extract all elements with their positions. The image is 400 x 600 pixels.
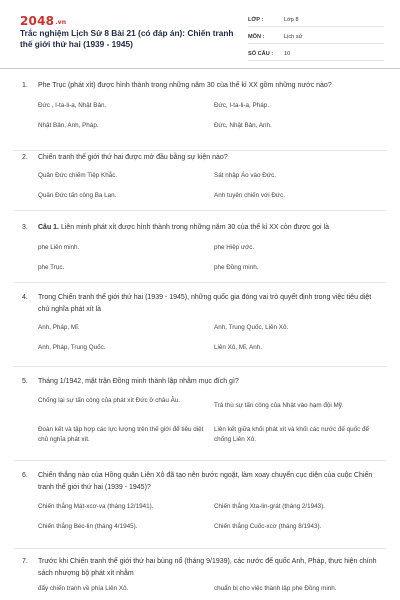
- quiz-meta: [248, 14, 384, 61]
- answer-option[interactable]: chuẩn bị cho việc thành lập phe Đồng minh.: [214, 585, 337, 592]
- answer-options: [38, 494, 380, 534]
- grade-label: LỚP :: [248, 17, 264, 23]
- question-number: 4.: [22, 294, 28, 301]
- answer-option[interactable]: Anh, Pháp, Trung Quốc.: [38, 344, 106, 351]
- site-logo[interactable]: [20, 14, 66, 28]
- logo-suffix: .vn: [55, 19, 67, 26]
- question-header: [22, 556, 380, 580]
- question-divider: [14, 366, 386, 367]
- answer-option[interactable]: Quân Đức tấn công Ba Lan.: [38, 192, 117, 199]
- meta-subject-row: [248, 31, 384, 44]
- question-body: Liên minh phát xít được hình thành trong những năm 30 của thế kỉ XX còn được gọi là: [59, 224, 329, 231]
- question-body: Tháng 1/1942, mặt trận Đồng minh thành lập nhằm mục đích gì?: [38, 378, 239, 385]
- question-text: [38, 376, 380, 388]
- question-number: 1.: [22, 82, 28, 89]
- answer-option[interactable]: Chống lại sự tấn công của phát xít Đức ở châu Âu.: [38, 397, 181, 404]
- answer-option[interactable]: phe Đồng minh.: [214, 264, 259, 271]
- answer-option[interactable]: Quân Đức chiếm Tiệp Khắc.: [38, 172, 118, 179]
- question-header: [22, 222, 380, 234]
- worksheet-header: [0, 0, 400, 69]
- question-tag: Câu 1.: [38, 224, 60, 231]
- question-number: 5.: [22, 378, 28, 385]
- question-header: [22, 80, 380, 92]
- question-number: 6.: [22, 472, 28, 479]
- question-item: [22, 222, 380, 272]
- question-header: [22, 470, 380, 494]
- answer-option[interactable]: đẩy chiến tranh về phía Liên Xô.: [38, 585, 129, 592]
- question-item: [22, 376, 380, 448]
- question-number: 3.: [22, 224, 28, 231]
- answer-option[interactable]: Liên kết giữa khối phát xít và khối các nước đế quốc để chống Liên Xô.: [214, 426, 370, 443]
- question-text: [38, 222, 380, 234]
- answer-option[interactable]: Đoàn kết và tập hợp các lực lượng trên thế giới để tiêu diệt chủ nghĩa phát xít.: [38, 426, 204, 443]
- answer-option[interactable]: Đức, Nhật Bản, Anh.: [214, 122, 272, 129]
- grade-value: Lớp 8: [284, 17, 299, 23]
- question-item: [22, 470, 380, 534]
- answer-option[interactable]: Anh, Trung Quốc, Liên Xô.: [214, 324, 289, 331]
- question-text: [38, 556, 380, 580]
- question-count-value: 10: [284, 51, 291, 57]
- answer-option[interactable]: Sát nhập Áo vào Đức.: [214, 172, 276, 179]
- question-header: [22, 376, 380, 388]
- subject-label: MÔN :: [248, 34, 265, 40]
- answer-options: [38, 388, 380, 448]
- question-body: Trong Chiến tranh thế giới thứ hai (1939 - 1945), những quốc gia đóng vai trò quyết định trong việc tiêu diệt chủ nghĩa phát xít là: [38, 294, 372, 313]
- answer-options: [38, 164, 380, 202]
- answer-option[interactable]: Nhật Bản, Anh, Pháp.: [38, 122, 99, 129]
- answer-option[interactable]: phe Trục.: [38, 264, 65, 271]
- question-divider: [14, 460, 386, 461]
- question-item: [22, 80, 380, 130]
- question-number: 7.: [22, 558, 28, 565]
- question-header: [22, 152, 380, 164]
- answer-option[interactable]: Anh, Pháp, Mĩ.: [38, 324, 80, 331]
- question-header: [22, 292, 380, 316]
- answer-option[interactable]: Liên Xô, Mĩ, Anh.: [214, 344, 262, 351]
- question-item: [22, 292, 380, 354]
- question-body: Phe Trục (phát xít) được hình thành trong những năm 30 của thế kỉ XX gồm những nước nào?: [38, 82, 332, 89]
- question-divider: [14, 548, 386, 549]
- question-number: 2.: [22, 154, 28, 161]
- answer-option[interactable]: phe Liên minh.: [38, 244, 80, 251]
- question-divider: [14, 210, 386, 211]
- answer-option[interactable]: Anh tuyên chiến với Đức.: [214, 192, 285, 199]
- meta-grade-row: [248, 14, 384, 27]
- answer-option[interactable]: Trả thù sự tấn công của Nhật vào hạm đội Mỹ.: [214, 402, 344, 409]
- question-divider: [14, 282, 386, 283]
- answer-options: [38, 316, 380, 354]
- question-text: [38, 152, 380, 164]
- answer-option[interactable]: Chiến thắng Xta-lin-grát (tháng 2/1943).: [214, 503, 325, 510]
- question-text: [38, 292, 380, 316]
- question-count-label: SỐ CÂU :: [248, 51, 274, 57]
- answer-option[interactable]: phe Hiệp ước.: [214, 244, 255, 251]
- question-item: [22, 152, 380, 202]
- question-body: Trước khi Chiến tranh thế giới thứ hai bùng nổ (tháng 9/1939), các nước đế quốc Anh, Pháp, thực hiện chính sách nhượng bộ phát xít nhằm: [38, 558, 377, 577]
- answer-option[interactable]: Chiến thắng Béc-lin (tháng 4/1945).: [38, 523, 138, 530]
- subject-value: Lịch sử: [284, 34, 303, 40]
- meta-count-row: [248, 48, 384, 61]
- answer-options: [38, 92, 380, 130]
- question-text: [38, 470, 380, 494]
- question-divider: [14, 150, 386, 151]
- question-text: [38, 80, 380, 92]
- answer-option[interactable]: Chiến thắng Mát-xcơ-va (tháng 12/1941).: [38, 503, 154, 510]
- question-body: Chiến tranh thế giới thứ hai được mở đầu bằng sự kiện nào?: [38, 154, 228, 161]
- answer-options: [38, 580, 380, 600]
- answer-options: [38, 234, 380, 272]
- answer-option[interactable]: Chiến thắng Cuốc-xcơ (tháng 8/1943).: [214, 523, 322, 530]
- logo-text: 2048: [20, 14, 55, 28]
- page-title: Trắc nghiệm Lịch Sử 8 Bài 21 (có đáp án): Chiến tranh thế giới thứ hai (1939 - 1945): [20, 28, 234, 49]
- answer-option[interactable]: Đức , I-ta-li-a, Nhật Bản.: [38, 102, 107, 109]
- answer-option[interactable]: Đức, I-ta-li-a, Pháp.: [214, 102, 269, 109]
- question-item: [22, 556, 380, 600]
- question-body: Chiến thắng nào của Hồng quân Liên Xô đã tạo nên bước ngoặt, làm xoay chuyển cục diện của cuộc Chiến tranh thế giới thứ hai (1939 - 1945)?: [38, 472, 373, 491]
